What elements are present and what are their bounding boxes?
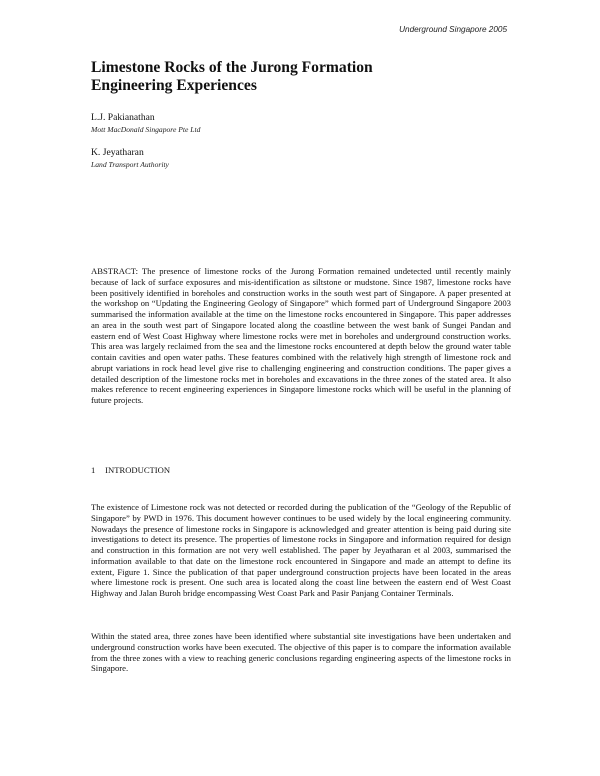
section-number: 1 [91,465,96,475]
author-name-1: L.J. Pakianathan [91,112,155,123]
author-name-2: K. Jeyatharan [91,147,144,158]
section-title: INTRODUCTION [105,465,171,475]
intro-paragraph-1: The existence of Limestone rock was not detected or recorded during the publication of the “Geology of the Republic of Singapore” by PWD in 1976. This document however continues to be used widely by the local engineering community. Nowadays the presence of limestone rocks in Singapore is acknowledged and greater attention is being paid during site investigations to detect its presence. The properties of limestone rocks in Singapore and information required for design and construction in this formation are not very well established. The paper by Jeyatharan et al 2003, summarised the information available to that date on the limestone rock encountered in Singapore and made an attempt to define its extent, Figure 1. Since the publication of that paper underground construction projects have been located in the areas where limestone rock is present. One such area is located along the coast line between the eastern end of West Coast Highway and Jalan Buroh bridge encompassing West Coast Park and Pasir Panjang Container Terminals. [91,502,511,598]
paper-title [91,59,511,95]
abstract-paragraph: ABSTRACT: The presence of limestone rocks of the Jurong Formation remained undetected until recently mainly because of lack of surface exposures and mis-identification as siltstone or mudstone. Since 1987, limestone rocks have been positively identified in boreholes and construction works in the south west part of Singapore. A paper presented at the workshop on “Updating the Engineering Geology of Singapore” which formed part of Underground Singapore 2003 summarised the information available at the time on the limestone rocks encountered in Singapore. This paper addresses an area in the south west part of Singapore located along the coastline between the west bank of Sungei Pandan and eastern end of West Coast Highway where limestone rocks were met in boreholes and underground construction works. This area was largely reclaimed from the sea and the limestone rocks encountered at depth below the ground water table contain cavities and open water paths. These features combined with the relatively high strength of limestone rock and abrupt variations in rock head level give rise to challenging engineering and construction conditions. The paper gives a detailed description of the limestone rocks met in boreholes and excavations in the three zones of the stated area. It also makes reference to recent engineering experiences in Singapore limestone rocks which will be useful in the planning of future projects. [91,266,511,405]
section-heading [91,465,170,475]
author-affiliation-1: Mott MacDonald Singapore Pte Ltd [91,125,201,134]
author-affiliation-2: Land Transport Authority [91,160,169,169]
paper-title-line-1: Limestone Rocks of the Jurong Formation [91,59,373,76]
paper-title-line-2: Engineering Experiences [91,77,257,94]
running-header: Underground Singapore 2005 [399,25,507,34]
intro-paragraph-2: Within the stated area, three zones have been identified where substantial site investigations have been undertaken and underground construction works have been executed. The objective of this paper is to compare the information available from the three zones with a view to reaching generic conclusions regarding engineering aspects of the limestone rocks in Singapore. [91,631,511,674]
